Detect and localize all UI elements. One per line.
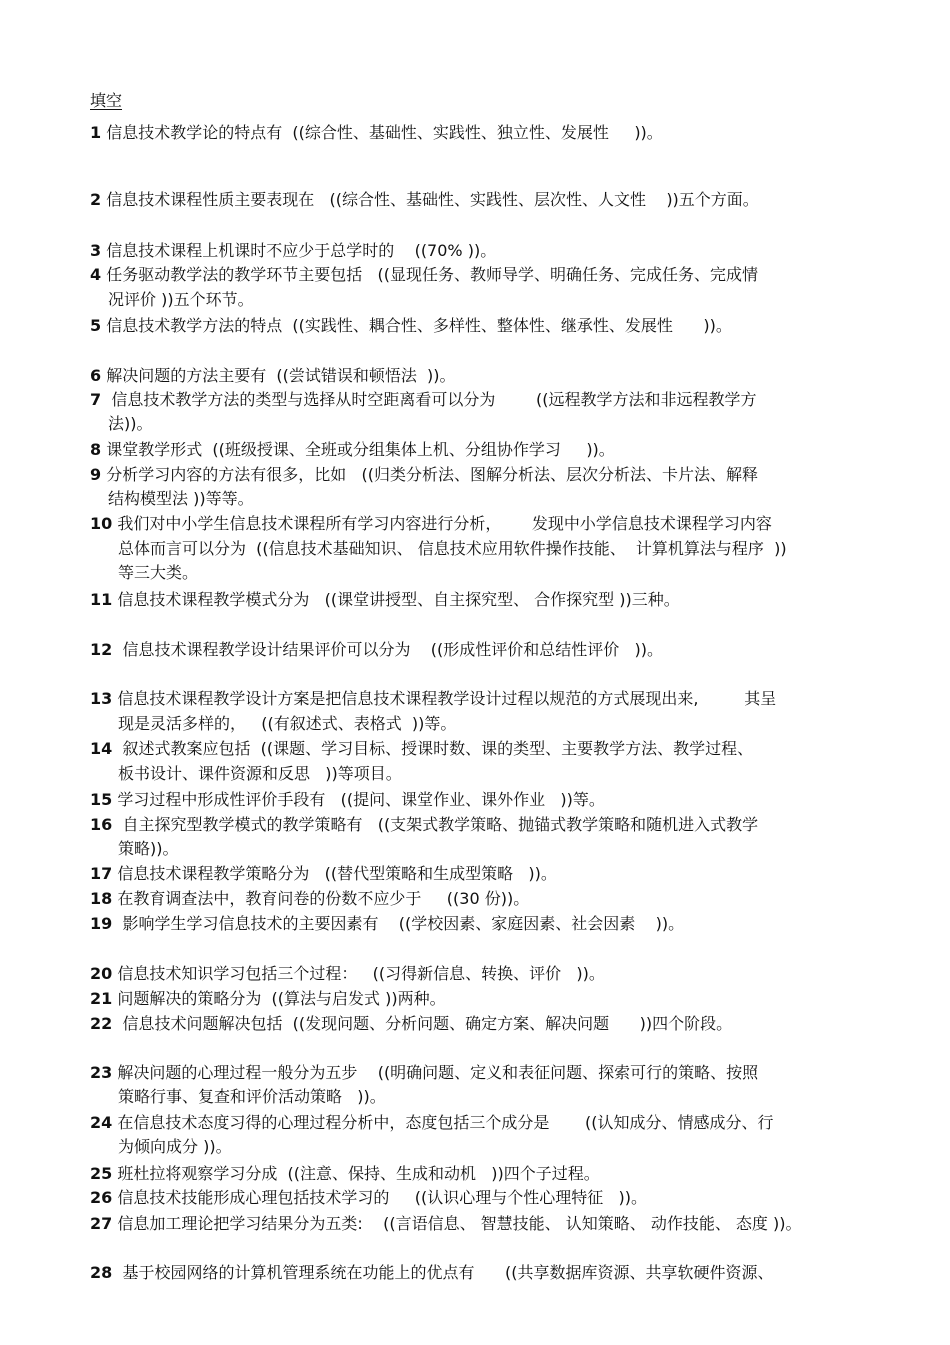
- question-continuation-line: [118, 764, 402, 784]
- question-text: 信息技术课程教学模式分为 ((课堂讲授型、自主探究型、 合作探究型 ))三种。: [112, 590, 680, 609]
- question-text: 总体而言可以分为 ((信息技术基础知识、 信息技术应用软件操作技能、 计算机算法与程序 )): [118, 539, 787, 558]
- section-heading: 填空: [90, 91, 123, 110]
- question-number: 12: [90, 640, 113, 659]
- question-line: [90, 1263, 773, 1283]
- question-text: 策略))。: [118, 839, 179, 858]
- question-text: 任务驱动教学法的教学环节主要包括 ((显现任务、教师导学、明确任务、完成任务、完成情: [101, 265, 758, 284]
- question-line: [90, 190, 759, 210]
- question-continuation-line: [118, 563, 198, 583]
- question-line: [90, 1113, 773, 1133]
- question-number: 5: [90, 316, 102, 335]
- question-number: 25: [90, 1164, 113, 1183]
- question-line: [90, 465, 758, 485]
- question-line: [90, 316, 732, 336]
- question-number: 13: [90, 689, 113, 708]
- question-line: [90, 864, 557, 884]
- question-text: 信息技术课程教学设计结果评价可以分为 ((形成性评价和总结性评价 ))。: [112, 640, 664, 659]
- question-number: 7: [90, 390, 102, 409]
- question-text: 影响学生学习信息技术的主要因素有 ((学校因素、家庭因素、社会因素 ))。: [112, 914, 685, 933]
- question-number: 26: [90, 1188, 113, 1207]
- question-number: 18: [90, 889, 113, 908]
- question-line: [90, 914, 684, 934]
- question-line: [90, 1164, 600, 1184]
- question-text: 况评价 ))五个环节。: [108, 290, 254, 309]
- question-line: [90, 1063, 758, 1083]
- question-text: 自主探究型教学模式的教学策略有 ((支架式教学策略、抛锚式教学策略和随机进入式教学: [112, 815, 759, 834]
- question-number: 28: [90, 1263, 113, 1282]
- question-number: 14: [90, 739, 113, 758]
- question-text: 信息技术课程上机课时不应少于总学时的 ((70% ))。: [101, 241, 497, 260]
- question-number: 21: [90, 989, 113, 1008]
- question-text: 学习过程中形成性评价手段有 ((提问、课堂作业、课外作业 ))等。: [112, 790, 605, 809]
- question-number: 1: [90, 123, 102, 142]
- question-text: 为倾向成分 ))。: [118, 1137, 232, 1156]
- question-number: 17: [90, 864, 113, 883]
- question-line: [90, 1188, 647, 1208]
- question-line: [90, 590, 680, 610]
- question-line: [90, 889, 529, 909]
- question-text: 在信息技术态度习得的心理过程分析中，态度包括三个成分是 ((认知成分、情感成分、行: [112, 1113, 774, 1132]
- question-number: 19: [90, 914, 113, 933]
- question-continuation-line: [108, 290, 254, 310]
- question-number: 15: [90, 790, 113, 809]
- question-text: 分析学习内容的方法有很多，比如 ((归类分析法、图解分析法、层次分析法、卡片法、解释: [101, 465, 758, 484]
- question-number: 6: [90, 366, 102, 385]
- question-number: 3: [90, 241, 102, 260]
- question-text: 等三大类。: [118, 563, 199, 582]
- question-line: [90, 366, 456, 386]
- question-continuation-line: [118, 1087, 386, 1107]
- question-text: 信息技术课程教学策略分为 ((替代型策略和生成型策略 ))。: [112, 864, 557, 883]
- question-text: 信息技术教学论的特点有 ((综合性、基础性、实践性、独立性、发展性 ))。: [101, 123, 663, 142]
- question-line: [90, 265, 758, 285]
- question-text: 策略行事、复查和评价活动策略 ))。: [118, 1087, 386, 1106]
- question-number: 4: [90, 265, 102, 284]
- question-text: 叙述式教案应包括 ((课题、学习目标、授课时数、课的类型、主要教学方法、教学过程、: [112, 739, 754, 758]
- question-text: 信息技术知识学习包括三个过程： ((习得新信息、转换、评价 ))。: [112, 964, 605, 983]
- question-line: [90, 241, 496, 261]
- question-line: [90, 989, 446, 1009]
- question-line: [90, 1014, 732, 1034]
- question-text: 解决问题的方法主要有 ((尝试错误和顿悟法 ))。: [101, 366, 456, 385]
- question-number: 22: [90, 1014, 113, 1033]
- question-continuation-line: [118, 1137, 232, 1157]
- question-text: 我们对中小学生信息技术课程所有学习内容进行分析， 发现中小学信息技术课程学习内容: [112, 514, 772, 533]
- question-continuation-line: [108, 414, 153, 434]
- question-line: [90, 514, 772, 534]
- question-line: [90, 640, 663, 660]
- question-text: 课堂教学形式 ((班级授课、全班或分组集体上机、分组协作学习 ))。: [101, 440, 615, 459]
- question-line: [90, 440, 615, 460]
- question-number: 24: [90, 1113, 113, 1132]
- question-number: 2: [90, 190, 102, 209]
- question-line: [90, 790, 605, 810]
- question-line: [90, 815, 758, 835]
- question-text: 结构模型法 ))等等。: [108, 489, 254, 508]
- question-text: 班杜拉将观察学习分成 ((注意、保持、生成和动机 ))四个子过程。: [112, 1164, 600, 1183]
- question-text: 信息技术课程性质主要表现在 ((综合性、基础性、实践性、层次性、人文性 ))五个方面。: [101, 190, 759, 209]
- question-continuation-line: [118, 539, 787, 559]
- question-line: [90, 123, 663, 143]
- question-text: 信息加工理论把学习结果分为五类: ((言语信息、 智慧技能、 认知策略、 动作技能、 态度 ))。: [112, 1214, 802, 1233]
- question-number: 8: [90, 440, 102, 459]
- question-text: 信息技术问题解决包括 ((发现问题、分析问题、确定方案、解决问题 ))四个阶段。: [112, 1014, 733, 1033]
- question-number: 10: [90, 514, 113, 533]
- question-text: 信息技术教学方法的特点 ((实践性、耦合性、多样性、整体性、继承性、发展性 ))。: [101, 316, 732, 335]
- question-line: [90, 739, 753, 759]
- question-text: 信息技术技能形成心理包括技术学习的 ((认识心理与个性心理特征 ))。: [112, 1188, 648, 1207]
- question-continuation-line: [118, 714, 456, 734]
- question-number: 9: [90, 465, 102, 484]
- question-text: 信息技术教学方法的类型与选择从时空距离看可以分为 ((远程教学方法和非远程教学方: [101, 390, 757, 409]
- question-text: 信息技术课程教学设计方案是把信息技术课程教学设计过程以规范的方式展现出来, 其呈: [112, 689, 777, 708]
- question-line: [90, 1214, 802, 1234]
- question-number: 23: [90, 1063, 113, 1082]
- question-continuation-line: [108, 489, 254, 509]
- question-number: 11: [90, 590, 113, 609]
- question-line: [90, 390, 757, 410]
- question-line: [90, 964, 605, 984]
- question-text: 解决问题的心理过程一般分为五步 ((明确问题、定义和表征问题、探索可行的策略、按照: [112, 1063, 759, 1082]
- question-number: 20: [90, 964, 113, 983]
- question-text: 法))。: [108, 414, 153, 433]
- question-text: 基于校园网络的计算机管理系统在功能上的优点有 ((共享数据库资源、共享软硬件资源、: [112, 1263, 774, 1282]
- question-line: [90, 689, 776, 709]
- question-continuation-line: [118, 839, 179, 859]
- question-text: 板书设计、课件资源和反思 ))等项目。: [118, 764, 402, 783]
- question-text: 现是灵活多样的， ((有叙述式、表格式 ))等。: [118, 714, 457, 733]
- question-text: 问题解决的策略分为 ((算法与启发式 ))两种。: [112, 989, 446, 1008]
- question-text: 在教育调查法中，教育问卷的份数不应少于 ((30 份))。: [112, 889, 530, 908]
- question-number: 16: [90, 815, 113, 834]
- question-number: 27: [90, 1214, 113, 1233]
